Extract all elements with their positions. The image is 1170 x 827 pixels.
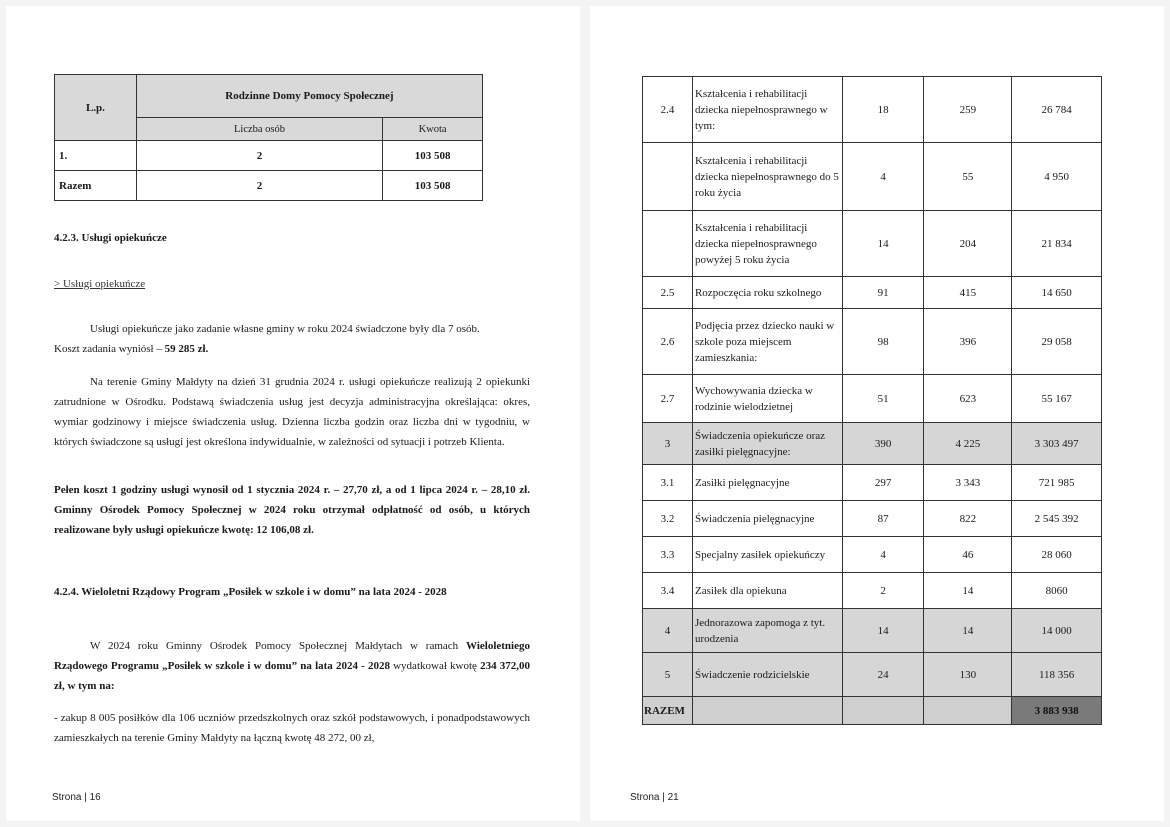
- cell-b: 14: [924, 573, 1012, 609]
- col-persons-header: Liczba osób: [136, 118, 382, 141]
- cell-a: 98: [842, 309, 924, 375]
- cost-value: 59 285 zł.: [164, 343, 209, 355]
- cell-lp: 1.: [55, 141, 137, 171]
- cell-c: 3 303 497: [1012, 423, 1102, 465]
- cell-c: 8060: [1012, 573, 1102, 609]
- cell-empty: [842, 697, 924, 725]
- table-row: [643, 465, 1102, 501]
- cell-name: Wychowywania dziecka w rodzinie wielodzietnej: [692, 375, 842, 423]
- cost-label: Koszt zadania wyniósł –: [54, 343, 165, 355]
- cell-no: 3.2: [643, 501, 693, 537]
- page-footer: Strona | 21: [630, 792, 679, 803]
- cell-b: 55: [924, 143, 1012, 211]
- paragraph-1: [54, 319, 530, 359]
- table-row: [643, 143, 1102, 211]
- cell-a: 18: [842, 77, 924, 143]
- cell-c: 118 356: [1012, 653, 1102, 697]
- cell-no: 2.5: [643, 277, 693, 309]
- cell-a: 87: [842, 501, 924, 537]
- cell-a: 14: [842, 211, 924, 277]
- cell-b: 204: [924, 211, 1012, 277]
- cell-name: Świadczenia pielęgnacyjne: [692, 501, 842, 537]
- cell-b: 415: [924, 277, 1012, 309]
- table-row: [643, 375, 1102, 423]
- page-16: [6, 6, 580, 821]
- cell-c: 2 545 392: [1012, 501, 1102, 537]
- cell-b: 259: [924, 77, 1012, 143]
- table-row-shaded: [643, 609, 1102, 653]
- cell-a: 2: [842, 573, 924, 609]
- paragraph-1-cost-line: [54, 339, 530, 359]
- cell-name: Zasiłek dla opiekuna: [692, 573, 842, 609]
- paragraph-2: Na terenie Gminy Małdyty na dzień 31 grudnia 2024 r. usługi opiekuńcze realizują 2 opiekunki zatrudnione w Ośrodku. Podstawą świadczenia usług jest decyzja administracyjna określająca: okres, wymiar godzinowy i miejsce świadczenia usług. Dzienna liczba godzin oraz liczba dni w tygodniu, w których świadczone są usługi jest określona indywidualnie, w zależności od sytuacji i potrzeb Klienta.: [54, 376, 530, 448]
- cell-a: 24: [842, 653, 924, 697]
- cell-b: 3 343: [924, 465, 1012, 501]
- cell-no: [643, 211, 693, 277]
- cell-no: 2.4: [643, 77, 693, 143]
- cell-no: [643, 143, 693, 211]
- cell-persons: 2: [136, 171, 382, 201]
- table-row-total: [55, 171, 483, 201]
- table-row: [643, 309, 1102, 375]
- cell-name: Specjalny zasiłek opiekuńczy: [692, 537, 842, 573]
- table-row-shaded: [643, 423, 1102, 465]
- table-row: [643, 211, 1102, 277]
- cell-b: 822: [924, 501, 1012, 537]
- cell-b: 623: [924, 375, 1012, 423]
- cell-amount: 103 508: [383, 141, 483, 171]
- cell-c: 55 167: [1012, 375, 1102, 423]
- cell-total-value: 3 883 938: [1012, 697, 1102, 725]
- cell-c: 21 834: [1012, 211, 1102, 277]
- cell-c: 28 060: [1012, 537, 1102, 573]
- cell-a: 51: [842, 375, 924, 423]
- cell-b: 14: [924, 609, 1012, 653]
- cell-no: 3.1: [643, 465, 693, 501]
- cell-c: 14 650: [1012, 277, 1102, 309]
- cell-name: Kształcenia i rehabilitacji dziecka niepełnosprawnego do 5 roku życia: [692, 143, 842, 211]
- cell-empty: [924, 697, 1012, 725]
- cell-a: 4: [842, 537, 924, 573]
- section-heading-424: 4.2.4. Wieloletni Rządowy Program „Posiłek w szkole i w domu” na lata 2024 - 2028: [54, 586, 447, 598]
- cell-name: Świadczenia opiekuńcze oraz zasiłki pielęgnacyjne:: [692, 423, 842, 465]
- cell-name: Podjęcia przez dziecko nauki w szkole poza miejscem zamieszkania:: [692, 309, 842, 375]
- uslugi-link[interactable]: > Usługi opiekuńcze: [54, 278, 146, 290]
- table-row: [643, 573, 1102, 609]
- table-row: [643, 537, 1102, 573]
- cell-name: Jednorazowa zapomoga z tyt. urodzenia: [692, 609, 842, 653]
- section-heading-423: 4.2.3. Usługi opiekuńcze: [54, 232, 167, 244]
- cell-no: 5: [643, 653, 693, 697]
- cell-c: 14 000: [1012, 609, 1102, 653]
- page-21: [590, 6, 1164, 821]
- paragraph-5: - zakup 8 005 posiłków dla 106 uczniów przedszkolnych oraz szkół podstawowych, i ponadpodstawowych zamieszkałych na terenie Gminy Małdyty na łączną kwotę 48 272, 00 zł,: [54, 712, 530, 744]
- col-amount-header: Kwota: [383, 118, 483, 141]
- table-row: [643, 277, 1102, 309]
- cell-a: 390: [842, 423, 924, 465]
- cell-lp: Razem: [55, 171, 137, 201]
- cell-b: 396: [924, 309, 1012, 375]
- table-row: [55, 141, 483, 171]
- group-header: Rodzinne Domy Pomocy Społecznej: [136, 75, 482, 118]
- cell-name: Kształcenia i rehabilitacji dziecka niepełnosprawnego powyżej 5 roku życia: [692, 211, 842, 277]
- cell-no: 2.6: [643, 309, 693, 375]
- cell-no: 3.4: [643, 573, 693, 609]
- cell-name: Zasiłki pielęgnacyjne: [692, 465, 842, 501]
- cell-amount: 103 508: [383, 171, 483, 201]
- cell-name: Rozpoczęcia roku szkolnego: [692, 277, 842, 309]
- table-row-shaded: [643, 653, 1102, 697]
- cell-a: 14: [842, 609, 924, 653]
- cell-c: 26 784: [1012, 77, 1102, 143]
- cell-b: 46: [924, 537, 1012, 573]
- cell-a: 297: [842, 465, 924, 501]
- paragraph-1-line: Usługi opiekuńcze jako zadanie własne gminy w roku 2024 świadczone były dla 7 osób.: [90, 323, 480, 335]
- table-row-total: [643, 697, 1102, 725]
- page-footer: Strona | 16: [52, 792, 101, 803]
- cell-name: Kształcenia i rehabilitacji dziecka niepełnosprawnego w tym:: [692, 77, 842, 143]
- cell-name: Świadczenie rodzicielskie: [692, 653, 842, 697]
- cell-no: 3: [643, 423, 693, 465]
- cell-a: 91: [842, 277, 924, 309]
- cell-c: 721 985: [1012, 465, 1102, 501]
- cell-c: 4 950: [1012, 143, 1102, 211]
- cell-empty: [692, 697, 842, 725]
- cell-c: 29 058: [1012, 309, 1102, 375]
- table-row: [643, 77, 1102, 143]
- cell-persons: 2: [136, 141, 382, 171]
- p4-part-c: wydatkował kwotę: [389, 660, 481, 672]
- p4-part-a: W 2024 roku Gminny Ośrodek Pomocy Społecznej Małdytach w ramach: [90, 640, 467, 652]
- paragraph-3: Pełen koszt 1 godziny usługi wynosił od 1 stycznia 2024 r. – 27,70 zł, a od 1 lipca 2024 r. – 28,10 zł. Gminny Ośrodek Pomocy Społecznej w 2024 roku otrzymał odpłatność od osób, u których realizowane były usługi opiekuńcze kwotę: 12 106,08 zł.: [54, 484, 530, 536]
- table-row: [643, 501, 1102, 537]
- col-lp-header: L.p.: [55, 75, 137, 141]
- paragraph-4: [54, 636, 530, 696]
- benefits-table: [642, 76, 1102, 725]
- cell-no: 2.7: [643, 375, 693, 423]
- cell-total-label: RAZEM: [643, 697, 693, 725]
- p4-program-name: Wieloletniego Rządowego Programu „Posiłek w szkole i w domu” na lata 2024 - 2028: [54, 640, 530, 672]
- cell-a: 4: [842, 143, 924, 211]
- cell-b: 4 225: [924, 423, 1012, 465]
- cell-no: 4: [643, 609, 693, 653]
- cell-no: 3.3: [643, 537, 693, 573]
- p4-amount: 234 372,00 zł, w tym na:: [54, 660, 531, 692]
- rdps-table: [54, 74, 483, 201]
- cell-b: 130: [924, 653, 1012, 697]
